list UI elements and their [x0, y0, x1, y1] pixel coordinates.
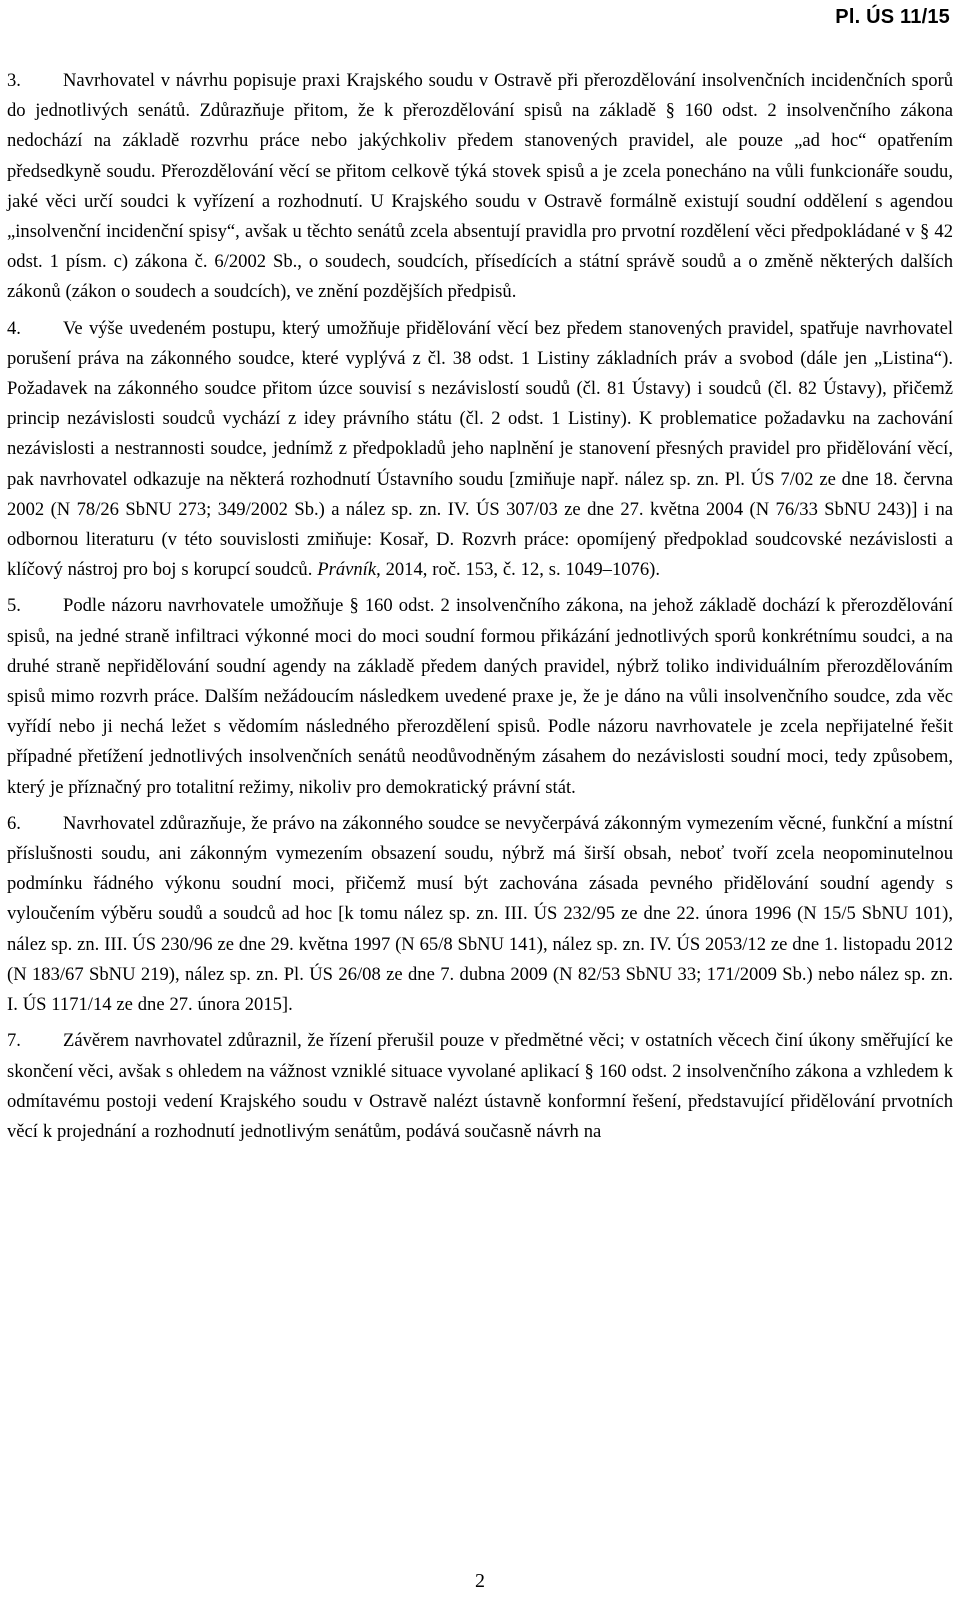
paragraph-7 — [7, 1026, 953, 1147]
paragraph-text: Navrhovatel zdůrazňuje, že právo na zákonného soudce se nevyčerpává zákonným vymezením věcné, funkční a místní příslušnosti soudu, ani zákonným vymezením obsazení soudu, nýbrž má širší obsah, neboť tvoří zcela neopominutelnou podmínku řádného výkonu soudní moci, přičemž musí být zachována zásada pevného přidělování soudní agendy s vyloučením výběru soudů a soudců ad hoc [k tomu nález sp. zn. III. ÚS 232/95 ze dne 22. února 1996 (N 15/5 SbNU 101), nález sp. zn. III. ÚS 230/96 ze dne 29. května 1997 (N 65/8 SbNU 141), nález sp. zn. IV. ÚS 2053/12 ze dne 1. listopadu 2012 (N 183/67 SbNU 219), nález sp. zn. Pl. ÚS 26/08 ze dne 7. dubna 2009 (N 82/53 SbNU 33; 171/2009 Sb.) nebo nález sp. zn. I. ÚS 1171/14 ze dne 27. února 2015]. — [7, 812, 953, 1016]
document-body — [7, 66, 953, 1153]
paragraph-text: Závěrem navrhovatel zdůraznil, že řízení přerušil pouze v předmětné věci; v ostatních věcech činí úkony směřující ke skončení věci, avšak s ohledem na vážnost vzniklé situace vyvolané aplikací § 160 odst. 2 insolvenčního zákona a vzhledem k odmítavému postoji vedení Krajského soudu v Ostravě nalézt ústavně konformní řešení, představující přidělování prvotních věcí k projednání a rozhodnutí jednotlivým senátům, podává současně návrh na — [7, 1030, 953, 1142]
paragraph-5 — [7, 591, 953, 802]
paragraph-number: 3. — [7, 70, 21, 91]
paragraph-text: Navrhovatel v návrhu popisuje praxi Krajského soudu v Ostravě při přerozdělování insolvenčních incidenčních sporů do jednotlivých senátů. Zdůrazňuje přitom, že k přerozdělování spisů na základě § 160 odst. 2 insolvenčního zákona nedochází na základě rozvrhu práce nebo jakýchkoliv předem stanovených pravidel, ale pouze „ad hoc“ opatřením předsedkyně soudu. Přerozdělování věcí se přitom celkově týká stovek spisů a je zcela ponecháno na vůli funkcionáře soudu, jaké věci určí soudci k vyřízení a rozhodnutí. U Krajského soudu v Ostravě formálně existují soudní oddělení s agendou „insolvenční incidenční spisy“, avšak u těchto senátů zcela absentují pravidla pro prvotní rozdělení věci předpokládané v § 42 odst. 1 písm. c) zákona č. 6/2002 Sb., o soudech, soudcích, přísedících a státní správě soudů a o změně některých dalších zákonů (zákon o soudech a soudcích), ve znění pozdějších předpisů. — [7, 70, 953, 303]
paragraph-number: 4. — [7, 317, 21, 339]
paragraph-text: Ve výše uvedeném postupu, který umožňuje přidělování věcí bez předem stanovených pravidel, spatřuje navrhovatel porušení práva na zákonného soudce, které vyplývá z čl. 38 odst. 1 Listiny základních práv a svobod (dále jen „Listina“). Požadavek na zákonného soudce přitom úzce souvisí s nezávislostí soudů (čl. 81 Ústavy) i soudců (čl. 82 Ústavy), přičemž princip nezávislosti soudců vychází z idey právního státu (čl. 2 odst. 1 Listiny). K problematice požadavku na zachování nezávislosti a nestrannosti soudce, jednímž z předpokladů jeho naplnění je stanovení přesných pravidel pro přidělování věcí, pak navrhovatel odkazuje na některá rozhodnutí Ústavního soudu [zmiňuje např. nález sp. zn. Pl. ÚS 7/02 ze dne 18. června 2002 (N 78/26 SbNU 273; 349/2002 Sb.) a nález sp. zn. IV. ÚS 307/03 ze dne 27. května 2004 (N 76/33 SbNU 243)] i na odbornou literaturu (v této souvislosti zmiňuje: Kosař, D. Rozvrh práce: opomíjený předpoklad soudcovské nezávislosti a klíčový nástroj pro boj s korupcí soudců. — [7, 317, 953, 581]
paragraph-text-end: , 2014, roč. 153, č. 12, s. 1049–1076). — [376, 559, 660, 581]
journal-title: Právník — [317, 559, 377, 581]
page-number: 2 — [475, 1570, 485, 1592]
paragraph-6 — [7, 809, 953, 1020]
paragraph-number: 5. — [7, 595, 21, 617]
case-reference: Pl. ÚS 11/15 — [835, 6, 950, 28]
paragraph-number: 7. — [7, 1030, 21, 1052]
paragraph-3 — [7, 66, 953, 308]
paragraph-text: Podle názoru navrhovatele umožňuje § 160 odst. 2 insolvenčního zákona, na jehož základě dochází k přerozdělování spisů, na jedné straně infiltraci výkonné moci do moci soudní formou přikázání jednotlivých sporů konkrétnímu soudci, a na druhé straně nepřidělování soudní agendy na základě předem daných pravidel, nýbrž toliko individuálním přerozdělováním spisů mimo rozvrh práce. Dalším nežádoucím následkem uvedené praxe je, že je dáno na vůli insolvenčního soudce, zda věc vyřídí nebo ji nechá ležet s vědomím následného přerozdělení spisů. Podle názoru navrhovatele je zcela nepřijatelné řešit případné přetížení jednotlivých insolvenčních senátů neodůvodněným zásahem do nezávislosti soudní moci, tedy způsobem, který je příznačný pro totalitní režimy, nikoliv pro demokratický právní stát. — [7, 595, 953, 798]
paragraph-number: 6. — [7, 812, 21, 834]
paragraph-4 — [7, 314, 953, 586]
